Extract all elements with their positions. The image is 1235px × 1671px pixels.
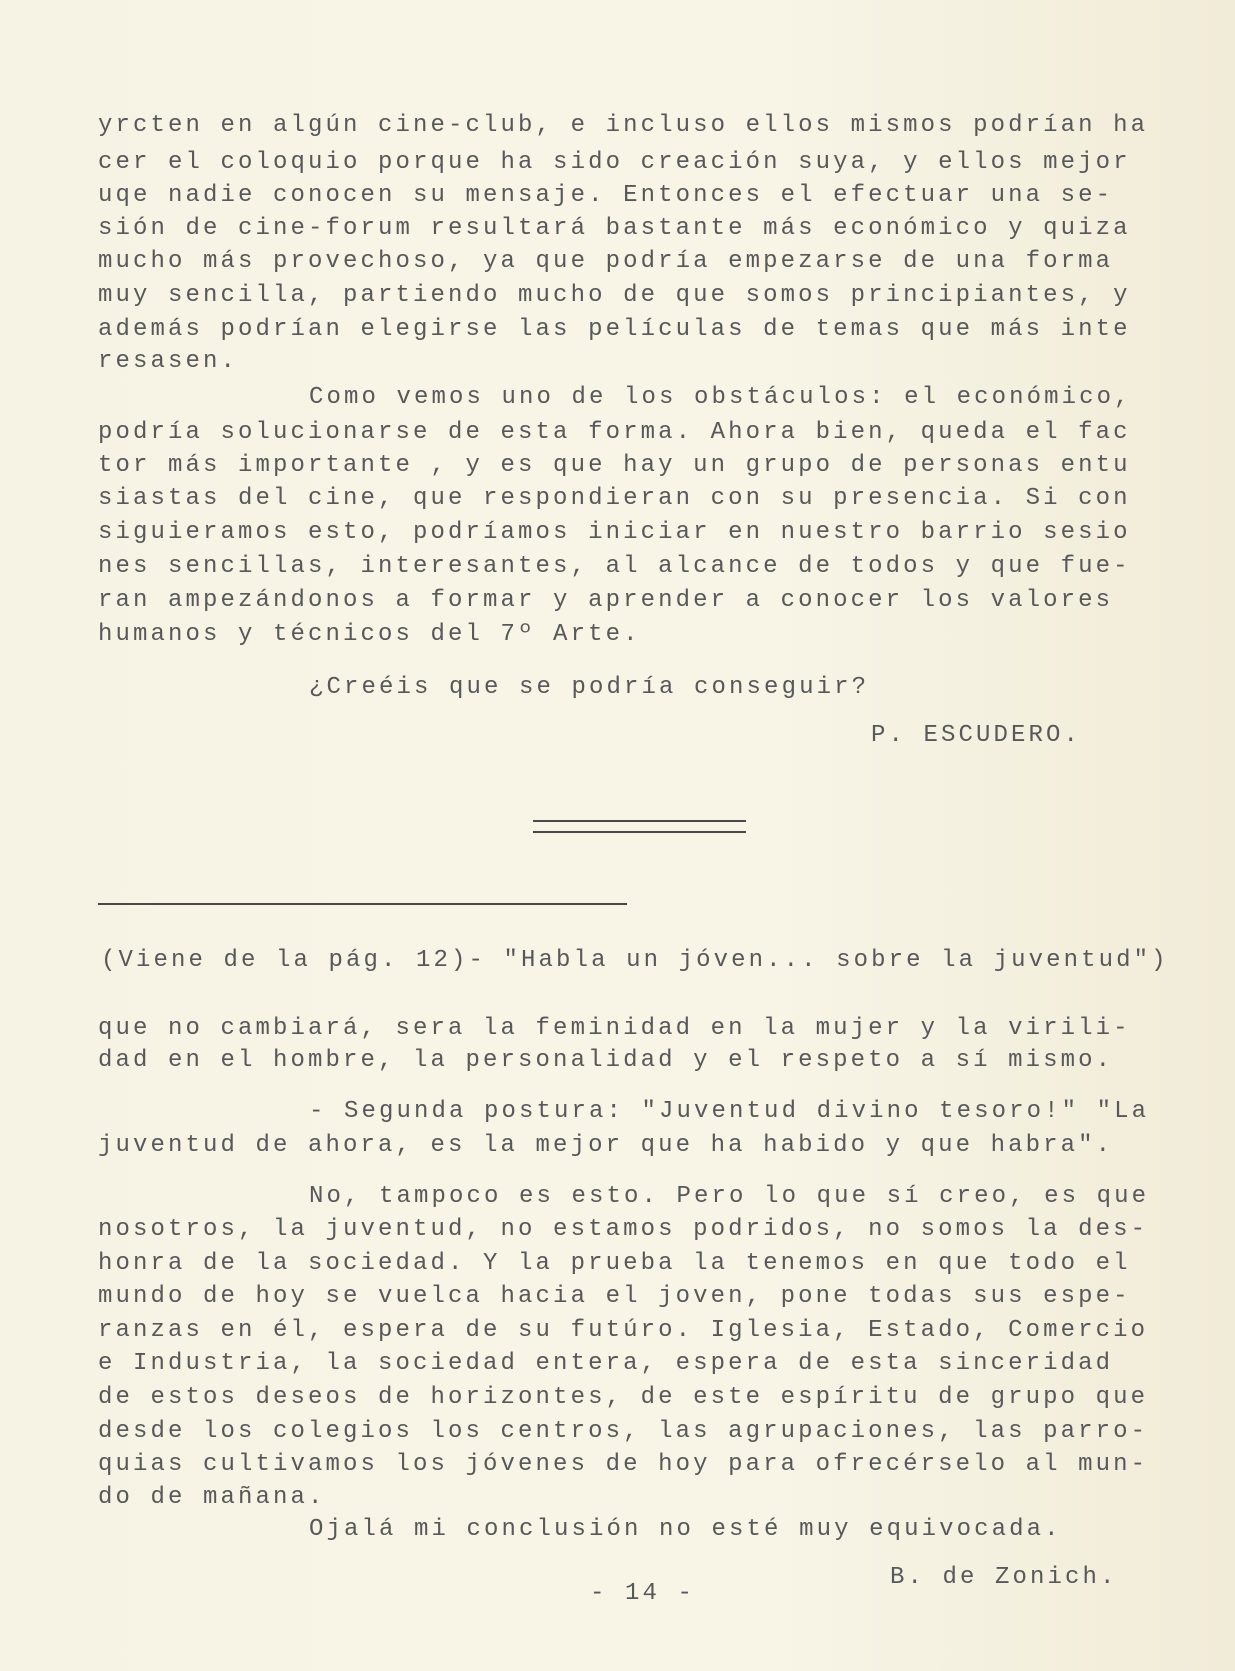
- text-line: ranzas en él, espera de su futúro. Iglesia, Estado, Comercio: [98, 1317, 1149, 1344]
- text-line: humanos y técnicos del 7º Arte.: [98, 621, 641, 648]
- text-line: de estos deseos de horizontes, de este espíritu de grupo que: [98, 1384, 1149, 1411]
- text-line: muy sencilla, partiendo mucho de que somos principiantes, y: [98, 282, 1131, 309]
- closing-line: Ojalá mi conclusión no esté muy equivocada.: [309, 1516, 1062, 1543]
- text-line: dad en el hombre, la personalidad y el respeto a sí mismo.: [98, 1047, 1114, 1074]
- text-line: resasen.: [98, 348, 239, 375]
- text-line: mundo de hoy se vuelca hacia el joven, pone todas sus espe-: [98, 1283, 1131, 1310]
- page-number: - 14 -: [590, 1580, 696, 1607]
- text-line: No, tampoco es esto. Pero lo que sí creo, es que: [309, 1183, 1150, 1210]
- text-line: siguieramos esto, podríamos iniciar en nuestro barrio sesio: [98, 519, 1131, 546]
- text-line: e Industria, la sociedad entera, espera de esta sinceridad: [98, 1350, 1114, 1377]
- text-line: tor más importante , y es que hay un grupo de personas entu: [98, 452, 1131, 479]
- question-line: ¿Creéis que se podría conseguir?: [309, 674, 870, 701]
- text-line: sión de cine-forum resultará bastante más económico y quiza: [98, 215, 1131, 242]
- divider: [533, 831, 746, 833]
- divider: [533, 820, 746, 822]
- text-line: uqe nadie conocen su mensaje. Entonces el efectuar una se-: [98, 182, 1114, 209]
- continuation-heading: (Viene de la pág. 12)- "Habla un jóven... sobre la juventud"): [101, 947, 1169, 974]
- signature: B. de Zonich.: [890, 1564, 1118, 1591]
- text-line: nosotros, la juventud, no estamos podridos, no somos la des-: [98, 1216, 1149, 1243]
- text-line: cer el coloquio porque ha sido creación suya, y ellos mejor: [98, 149, 1131, 176]
- divider: [98, 903, 627, 905]
- text-line: honra de la sociedad. Y la prueba la tenemos en que todo el: [98, 1250, 1131, 1277]
- text-line: quias cultivamos los jóvenes de hoy para ofrecérselo al mun-: [98, 1451, 1149, 1478]
- text-line: mucho más provechoso, ya que podría empezarse de una forma: [98, 248, 1114, 275]
- text-line: Como vemos uno de los obstáculos: el económico,: [309, 384, 1132, 411]
- text-line: nes sencillas, interesantes, al alcance de todos y que fue-: [98, 553, 1131, 580]
- text-line: además podrían elegirse las películas de temas que más inte: [98, 316, 1131, 343]
- text-line: - Segunda postura: "Juventud divino tesoro!" "La: [309, 1098, 1150, 1125]
- signature: P. ESCUDERO.: [871, 722, 1082, 749]
- text-line: do de mañana.: [98, 1484, 326, 1511]
- text-line: siastas del cine, que respondieran con su presencia. Si con: [98, 485, 1131, 512]
- text-line: que no cambiará, sera la feminidad en la mujer y la virili-: [98, 1015, 1131, 1042]
- text-line: yrcten en algún cine-club, e incluso ellos mismos podrían ha: [98, 112, 1149, 139]
- text-line: desde los colegios los centros, las agrupaciones, las parro-: [98, 1418, 1149, 1445]
- text-line: ran ampezándonos a formar y aprender a conocer los valores: [98, 587, 1114, 614]
- text-line: juventud de ahora, es la mejor que ha habido y que habra".: [98, 1132, 1114, 1159]
- text-line: podría solucionarse de esta forma. Ahora bien, queda el fac: [98, 419, 1131, 446]
